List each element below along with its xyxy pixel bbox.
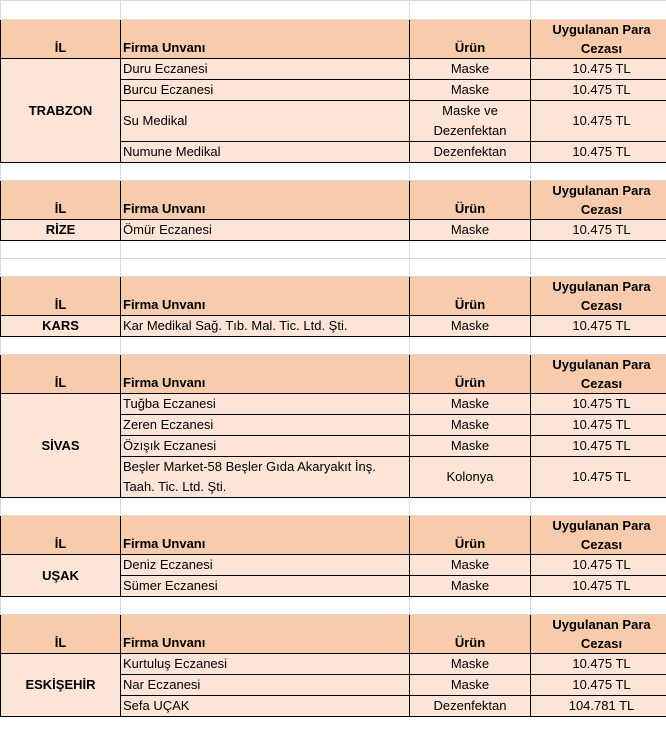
spacer-row: [1, 498, 666, 516]
firma-cell[interactable]: Su Medikal: [121, 101, 410, 142]
il-cell[interactable]: ESKİŞEHİR: [1, 654, 121, 717]
firma-cell[interactable]: Duru Eczanesi: [121, 59, 410, 80]
spacer-row: [1, 259, 666, 277]
urun-cell[interactable]: Maske: [410, 316, 531, 337]
spacer-row: [1, 337, 666, 355]
ceza-cell[interactable]: 10.475 TL: [531, 436, 666, 457]
urun-cell[interactable]: Maske: [410, 415, 531, 436]
firma-cell[interactable]: Sefa UÇAK: [121, 696, 410, 717]
header-il[interactable]: İL: [1, 277, 121, 316]
header-ceza[interactable]: Uygulanan Para Cezası: [531, 355, 666, 394]
il-cell[interactable]: TRABZON: [1, 59, 121, 163]
spacer-row: [1, 597, 666, 615]
spacer-row: [1, 1, 666, 20]
firma-cell[interactable]: Kar Medikal Sağ. Tıb. Mal. Tic. Ltd. Şti.: [121, 316, 410, 337]
ceza-cell[interactable]: 104.781 TL: [531, 696, 666, 717]
ceza-cell[interactable]: 10.475 TL: [531, 576, 666, 597]
group-header-row: [1, 181, 666, 220]
table-row: [1, 220, 666, 241]
ceza-cell[interactable]: 10.475 TL: [531, 80, 666, 101]
header-ceza[interactable]: Uygulanan Para Cezası: [531, 181, 666, 220]
group-header-row: [1, 277, 666, 316]
header-il[interactable]: İL: [1, 516, 121, 555]
table-row: [1, 654, 666, 675]
urun-cell[interactable]: Maske: [410, 675, 531, 696]
ceza-cell[interactable]: 10.475 TL: [531, 457, 666, 498]
urun-cell[interactable]: Maske: [410, 436, 531, 457]
header-urun[interactable]: Ürün: [410, 355, 531, 394]
firma-cell[interactable]: Kurtuluş Eczanesi: [121, 654, 410, 675]
urun-cell[interactable]: Maske: [410, 654, 531, 675]
header-firma[interactable]: Firma Unvanı: [121, 355, 410, 394]
header-firma[interactable]: Firma Unvanı: [121, 516, 410, 555]
il-cell[interactable]: SİVAS: [1, 394, 121, 498]
urun-cell[interactable]: Maske: [410, 576, 531, 597]
header-il[interactable]: İL: [1, 615, 121, 654]
header-urun[interactable]: Ürün: [410, 516, 531, 555]
urun-cell[interactable]: Kolonya: [410, 457, 531, 498]
header-ceza[interactable]: Uygulanan Para Cezası: [531, 20, 666, 59]
firma-cell[interactable]: Sümer Eczanesi: [121, 576, 410, 597]
header-firma[interactable]: Firma Unvanı: [121, 181, 410, 220]
header-il[interactable]: İL: [1, 181, 121, 220]
header-il[interactable]: İL: [1, 355, 121, 394]
il-cell[interactable]: KARS: [1, 316, 121, 337]
urun-cell[interactable]: Maske ve Dezenfektan: [410, 101, 531, 142]
ceza-cell[interactable]: 10.475 TL: [531, 394, 666, 415]
group-header-row: [1, 20, 666, 59]
ceza-cell[interactable]: 10.475 TL: [531, 555, 666, 576]
firma-cell[interactable]: Nar Eczanesi: [121, 675, 410, 696]
ceza-cell[interactable]: 10.475 TL: [531, 675, 666, 696]
firma-cell[interactable]: Numune Medikal: [121, 142, 410, 163]
urun-cell[interactable]: Maske: [410, 394, 531, 415]
urun-cell[interactable]: Maske: [410, 59, 531, 80]
header-urun[interactable]: Ürün: [410, 277, 531, 316]
urun-cell[interactable]: Maske: [410, 220, 531, 241]
ceza-cell[interactable]: 10.475 TL: [531, 142, 666, 163]
header-ceza[interactable]: Uygulanan Para Cezası: [531, 615, 666, 654]
firma-cell[interactable]: Deniz Eczanesi: [121, 555, 410, 576]
table-row: [1, 59, 666, 80]
urun-cell[interactable]: Maske: [410, 555, 531, 576]
firma-cell[interactable]: Zeren Eczanesi: [121, 415, 410, 436]
group-header-row: [1, 615, 666, 654]
table-row: [1, 316, 666, 337]
ceza-cell[interactable]: 10.475 TL: [531, 415, 666, 436]
firma-cell[interactable]: Ömür Eczanesi: [121, 220, 410, 241]
ceza-cell[interactable]: 10.475 TL: [531, 316, 666, 337]
urun-cell[interactable]: Dezenfektan: [410, 142, 531, 163]
il-cell[interactable]: UŞAK: [1, 555, 121, 597]
header-il[interactable]: İL: [1, 20, 121, 59]
firma-cell[interactable]: Tuğba Eczanesi: [121, 394, 410, 415]
header-urun[interactable]: Ürün: [410, 20, 531, 59]
il-cell[interactable]: RİZE: [1, 220, 121, 241]
header-ceza[interactable]: Uygulanan Para Cezası: [531, 516, 666, 555]
table-row: [1, 555, 666, 576]
header-urun[interactable]: Ürün: [410, 615, 531, 654]
urun-cell[interactable]: Maske: [410, 80, 531, 101]
ceza-cell[interactable]: 10.475 TL: [531, 654, 666, 675]
group-header-row: [1, 516, 666, 555]
firma-cell[interactable]: Beşler Market-58 Beşler Gıda Akaryakıt İnş. Taah. Tic. Ltd. Şti.: [121, 457, 410, 498]
firma-cell[interactable]: Özışık Eczanesi: [121, 436, 410, 457]
table-row: [1, 394, 666, 415]
ceza-cell[interactable]: 10.475 TL: [531, 101, 666, 142]
header-ceza[interactable]: Uygulanan Para Cezası: [531, 277, 666, 316]
ceza-cell[interactable]: 10.475 TL: [531, 59, 666, 80]
urun-cell[interactable]: Dezenfektan: [410, 696, 531, 717]
spacer-row: [1, 163, 666, 181]
spacer-row: [1, 241, 666, 259]
header-urun[interactable]: Ürün: [410, 181, 531, 220]
header-firma[interactable]: Firma Unvanı: [121, 20, 410, 59]
ceza-cell[interactable]: 10.475 TL: [531, 220, 666, 241]
header-firma[interactable]: Firma Unvanı: [121, 615, 410, 654]
group-header-row: [1, 355, 666, 394]
header-firma[interactable]: Firma Unvanı: [121, 277, 410, 316]
firma-cell[interactable]: Burcu Eczanesi: [121, 80, 410, 101]
